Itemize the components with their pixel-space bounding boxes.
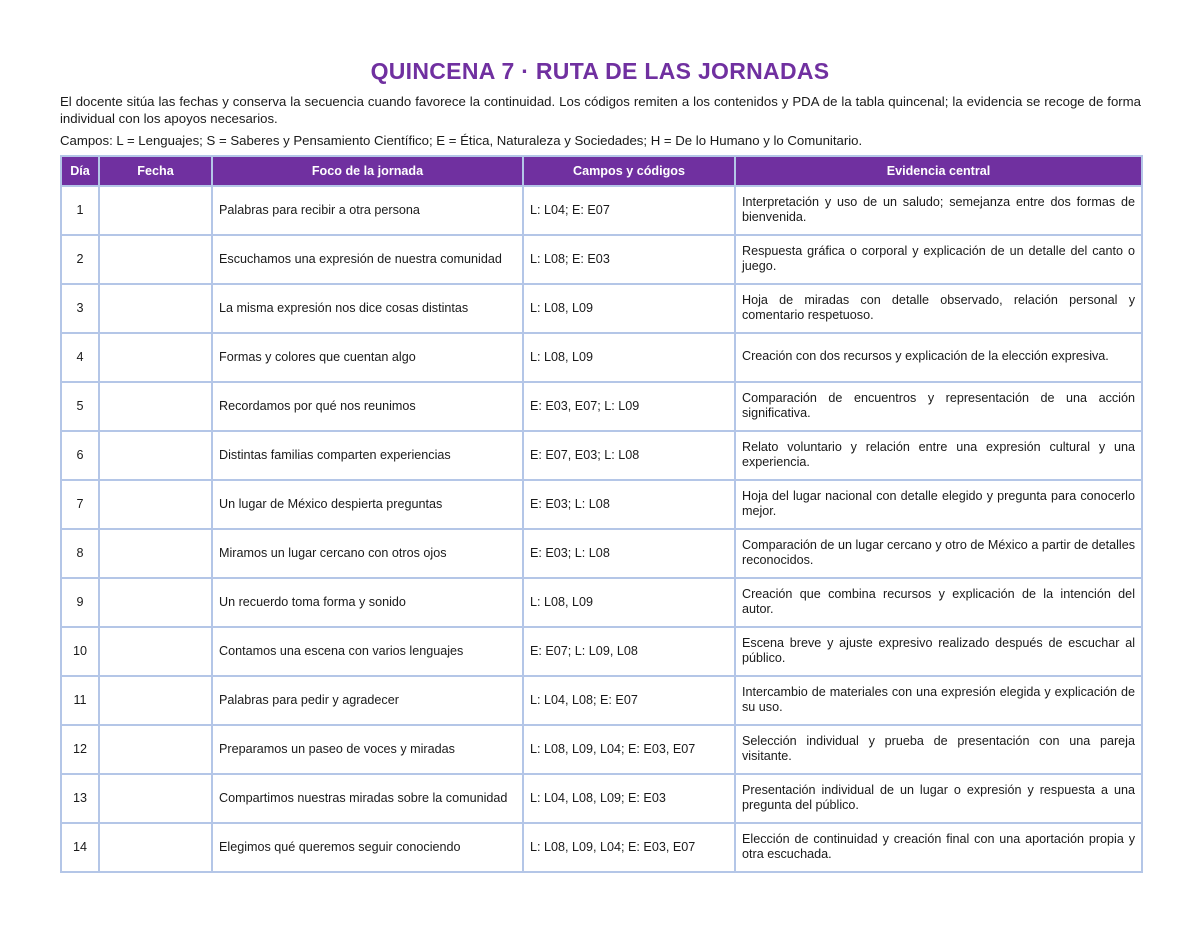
cell-dia: 3 (61, 284, 99, 333)
cell-codigos: L: L08, L09 (523, 284, 735, 333)
cell-evidencia: Respuesta gráfica o corporal y explicación de un detalle del canto o juego. (735, 235, 1142, 284)
cell-evidencia: Presentación individual de un lugar o expresión y respuesta a una pregunta del público. (735, 774, 1142, 823)
cell-codigos: E: E03, E07; L: L09 (523, 382, 735, 431)
cell-foco: La misma expresión nos dice cosas distintas (212, 284, 523, 333)
table-row (61, 333, 1142, 382)
cell-dia: 6 (61, 431, 99, 480)
table-row (61, 529, 1142, 578)
cell-foco: Un lugar de México despierta preguntas (212, 480, 523, 529)
cell-codigos: L: L08, L09 (523, 333, 735, 382)
table-row (61, 578, 1142, 627)
cell-codigos: L: L08, L09, L04; E: E03, E07 (523, 725, 735, 774)
cell-foco: Palabras para recibir a otra persona (212, 186, 523, 235)
cell-fecha (99, 578, 212, 627)
cell-foco: Escuchamos una expresión de nuestra comunidad (212, 235, 523, 284)
table-row (61, 823, 1142, 872)
header-evidencia: Evidencia central (735, 156, 1142, 186)
cell-fecha (99, 823, 212, 872)
cell-fecha (99, 333, 212, 382)
campos-legend: Campos: L = Lenguajes; S = Saberes y Pensamiento Científico; E = Ética, Naturaleza y Sociedades; H = De lo Humano y lo Comunitario. (60, 133, 863, 148)
cell-fecha (99, 235, 212, 284)
table-row (61, 382, 1142, 431)
cell-codigos: E: E03; L: L08 (523, 480, 735, 529)
cell-evidencia: Intercambio de materiales con una expresión elegida y explicación de su uso. (735, 676, 1142, 725)
cell-fecha (99, 431, 212, 480)
table-body (61, 186, 1142, 872)
cell-codigos: E: E07; L: L09, L08 (523, 627, 735, 676)
cell-evidencia: Relato voluntario y relación entre una expresión cultural y una experiencia. (735, 431, 1142, 480)
cell-foco: Miramos un lugar cercano con otros ojos (212, 529, 523, 578)
table-row (61, 725, 1142, 774)
cell-dia: 4 (61, 333, 99, 382)
cell-fecha (99, 284, 212, 333)
table-row (61, 431, 1142, 480)
cell-foco: Contamos una escena con varios lenguajes (212, 627, 523, 676)
cell-fecha (99, 382, 212, 431)
cell-codigos: E: E03; L: L08 (523, 529, 735, 578)
cell-evidencia: Comparación de encuentros y representación de una acción significativa. (735, 382, 1142, 431)
cell-foco: Distintas familias comparten experiencias (212, 431, 523, 480)
cell-dia: 14 (61, 823, 99, 872)
cell-evidencia: Interpretación y uso de un saludo; semejanza entre dos formas de bienvenida. (735, 186, 1142, 235)
cell-dia: 13 (61, 774, 99, 823)
page-title: QUINCENA 7 · RUTA DE LAS JORNADAS (370, 58, 830, 84)
cell-dia: 2 (61, 235, 99, 284)
cell-codigos: L: L04, L08, L09; E: E03 (523, 774, 735, 823)
cell-codigos: L: L08; E: E03 (523, 235, 735, 284)
header-foco: Foco de la jornada (212, 156, 523, 186)
cell-foco: Preparamos un paseo de voces y miradas (212, 725, 523, 774)
table-row (61, 186, 1142, 235)
cell-foco: Formas y colores que cuentan algo (212, 333, 523, 382)
cell-fecha (99, 725, 212, 774)
cell-dia: 7 (61, 480, 99, 529)
cell-codigos: L: L08, L09 (523, 578, 735, 627)
cell-codigos: L: L04, L08; E: E07 (523, 676, 735, 725)
header-dia: Día (61, 156, 99, 186)
cell-dia: 10 (61, 627, 99, 676)
cell-dia: 11 (61, 676, 99, 725)
cell-codigos: L: L08, L09, L04; E: E03, E07 (523, 823, 735, 872)
cell-fecha (99, 186, 212, 235)
cell-dia: 8 (61, 529, 99, 578)
header-campos: Campos y códigos (523, 156, 735, 186)
cell-evidencia: Escena breve y ajuste expresivo realizado después de escuchar al público. (735, 627, 1142, 676)
cell-evidencia: Comparación de un lugar cercano y otro de México a partir de detalles reconocidos. (735, 529, 1142, 578)
table-row (61, 627, 1142, 676)
cell-foco: Compartimos nuestras miradas sobre la comunidad (212, 774, 523, 823)
cell-fecha (99, 529, 212, 578)
jornadas-table (60, 155, 1143, 873)
intro-paragraph: El docente sitúa las fechas y conserva la secuencia cuando favorece la continuidad. Los códigos remiten a los contenidos y PDA de la tabla quincenal; la evidencia se recoge de forma individual con los apoyos necesarios. (60, 94, 1141, 126)
cell-fecha (99, 774, 212, 823)
header-fecha: Fecha (99, 156, 212, 186)
cell-fecha (99, 676, 212, 725)
cell-dia: 12 (61, 725, 99, 774)
cell-evidencia: Hoja del lugar nacional con detalle elegido y pregunta para conocerlo mejor. (735, 480, 1142, 529)
cell-foco: Elegimos qué queremos seguir conociendo (212, 823, 523, 872)
cell-evidencia: Hoja de miradas con detalle observado, relación personal y comentario respetuoso. (735, 284, 1142, 333)
cell-fecha (99, 627, 212, 676)
cell-dia: 1 (61, 186, 99, 235)
cell-foco: Palabras para pedir y agradecer (212, 676, 523, 725)
table-row (61, 235, 1142, 284)
table-row (61, 284, 1142, 333)
cell-evidencia: Creación con dos recursos y explicación de la elección expresiva. (735, 333, 1142, 382)
table-row (61, 774, 1142, 823)
cell-evidencia: Selección individual y prueba de presentación con una pareja visitante. (735, 725, 1142, 774)
cell-dia: 5 (61, 382, 99, 431)
cell-codigos: E: E07, E03; L: L08 (523, 431, 735, 480)
table-header-row (61, 156, 1142, 186)
cell-codigos: L: L04; E: E07 (523, 186, 735, 235)
table-row (61, 676, 1142, 725)
cell-foco: Recordamos por qué nos reunimos (212, 382, 523, 431)
table-row (61, 480, 1142, 529)
cell-foco: Un recuerdo toma forma y sonido (212, 578, 523, 627)
cell-fecha (99, 480, 212, 529)
cell-dia: 9 (61, 578, 99, 627)
cell-evidencia: Creación que combina recursos y explicación de la intención del autor. (735, 578, 1142, 627)
cell-evidencia: Elección de continuidad y creación final con una aportación propia y otra escuchada. (735, 823, 1142, 872)
